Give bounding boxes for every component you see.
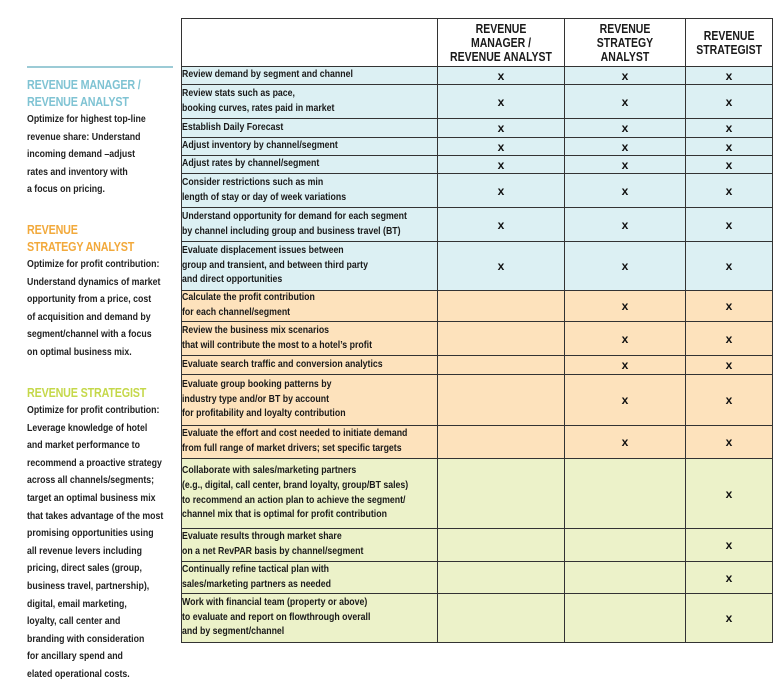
task-label: Evaluate search traffic and conversion analytics bbox=[182, 358, 383, 370]
table-row bbox=[182, 85, 773, 119]
role-description: Optimize for highest top-line revenue share: Understand incoming demand –adjust rates and inventory with a focus on pricing. bbox=[27, 114, 146, 196]
table-row bbox=[182, 242, 773, 291]
table-row bbox=[182, 459, 773, 529]
role-title-line: REVENUE STRATEGIST bbox=[27, 386, 147, 400]
responsibility-mark bbox=[438, 426, 565, 459]
responsibility-mark: x bbox=[565, 156, 686, 174]
responsibility-mark: x bbox=[686, 529, 773, 562]
task-cell bbox=[182, 208, 438, 242]
task-label: Collaborate with sales/marketing partners (e.g., digital, call center, brand loyalty, group/BT sales) to recommend an action plan to achieve the segment/ channel mix that is optimal for profit contribution bbox=[182, 465, 409, 521]
responsibility-mark: x bbox=[686, 174, 773, 208]
task-label: Work with financial team (property or above) to evaluate and report on flowthrough overall and by segment/channel bbox=[182, 597, 371, 638]
role-title-line: REVENUE bbox=[27, 223, 78, 237]
task-cell bbox=[182, 85, 438, 119]
responsibility-mark: x bbox=[686, 67, 773, 85]
role-title bbox=[27, 222, 153, 256]
responsibility-mark: x bbox=[686, 119, 773, 138]
responsibility-mark bbox=[438, 356, 565, 375]
responsibility-mark: x bbox=[565, 375, 686, 426]
task-label: Understand opportunity for demand for each segment by channel including group and business travel (BT) bbox=[182, 210, 407, 237]
task-label: Evaluate results through market share on a net RevPAR basis by channel/segment bbox=[182, 531, 364, 557]
responsibility-mark bbox=[438, 529, 565, 562]
responsibility-mark bbox=[565, 594, 686, 643]
header-label: REVENUE STRATEGIST bbox=[696, 28, 762, 57]
header-label: REVENUE MANAGER / REVENUE ANALYST bbox=[450, 21, 552, 64]
header-revenue-strategist bbox=[686, 19, 773, 67]
role-description: Optimize for profit contribution: Leverage knowledge of hotel and market performance to recommend a proactive strategy across all channels/segments; target an optimal business mix that takes advantage of the most promising opportunities using all revenue levers including pricing, direct sales (group, business travel, partnership), digital, email marketing, loyalty, call center and branding with consideration for ancillary spend and elated operational costs. bbox=[27, 405, 164, 680]
table-row bbox=[182, 322, 773, 356]
responsibility-mark: x bbox=[686, 459, 773, 529]
responsibility-mark: x bbox=[686, 562, 773, 594]
responsibility-mark: x bbox=[565, 67, 686, 85]
responsibility-mark bbox=[438, 562, 565, 594]
role-title bbox=[27, 385, 153, 402]
responsibility-mark: x bbox=[686, 85, 773, 119]
task-cell bbox=[182, 291, 438, 322]
task-label: Adjust rates by channel/segment bbox=[182, 158, 320, 170]
responsibility-mark: x bbox=[438, 174, 565, 208]
responsibility-mark: x bbox=[565, 119, 686, 138]
table-row bbox=[182, 594, 773, 643]
task-cell bbox=[182, 174, 438, 208]
task-label: Evaluate the effort and cost needed to initiate demand from full range of market drivers; set specific targets bbox=[182, 428, 408, 454]
task-cell bbox=[182, 67, 438, 85]
task-cell bbox=[182, 119, 438, 138]
table-row bbox=[182, 138, 773, 156]
table-row bbox=[182, 156, 773, 174]
responsibility-mark: x bbox=[565, 242, 686, 291]
responsibility-mark: x bbox=[686, 156, 773, 174]
responsibility-mark: x bbox=[438, 208, 565, 242]
task-label: Establish Daily Forecast bbox=[182, 121, 284, 133]
task-cell bbox=[182, 375, 438, 426]
task-label: Continually refine tactical plan with sales/marketing partners as needed bbox=[182, 563, 332, 590]
task-cell bbox=[182, 529, 438, 562]
role-description: Optimize for profit contribution: Understand dynamics of market opportunity from a price, cost of acquisition and demand by segment/channel with a focus on optimal business mix. bbox=[27, 259, 161, 358]
header-label: REVENUE STRATEGY ANALYST bbox=[596, 21, 654, 64]
table-row bbox=[182, 375, 773, 426]
responsibility-mark: x bbox=[686, 356, 773, 375]
task-label: Consider restrictions such as min length of stay or day of week variations bbox=[182, 176, 347, 203]
responsibility-mark: x bbox=[686, 426, 773, 459]
task-cell bbox=[182, 138, 438, 156]
task-label: Evaluate displacement issues between group and transient, and between third party and direct opportunities bbox=[182, 245, 368, 286]
responsibility-mark: x bbox=[438, 156, 565, 174]
table-row bbox=[182, 208, 773, 242]
responsibility-mark: x bbox=[565, 426, 686, 459]
responsibility-mark: x bbox=[438, 242, 565, 291]
responsibility-mark: x bbox=[565, 291, 686, 322]
task-cell bbox=[182, 426, 438, 459]
responsibility-mark bbox=[438, 375, 565, 426]
header-revenue-strategy-analyst bbox=[565, 19, 686, 67]
responsibility-mark: x bbox=[565, 322, 686, 356]
responsibility-mark bbox=[438, 459, 565, 529]
responsibility-mark: x bbox=[686, 291, 773, 322]
task-cell bbox=[182, 242, 438, 291]
table-row bbox=[182, 562, 773, 594]
responsibility-mark bbox=[565, 529, 686, 562]
responsibility-mark bbox=[438, 594, 565, 643]
responsibility-mark: x bbox=[686, 375, 773, 426]
responsibility-mark: x bbox=[438, 138, 565, 156]
responsibility-mark: x bbox=[686, 322, 773, 356]
responsibility-mark: x bbox=[438, 119, 565, 138]
task-cell bbox=[182, 594, 438, 643]
responsibility-mark bbox=[565, 562, 686, 594]
responsibility-mark: x bbox=[565, 356, 686, 375]
table-row bbox=[182, 174, 773, 208]
table-row bbox=[182, 119, 773, 138]
role-revenue-manager bbox=[27, 77, 173, 199]
table-row bbox=[182, 356, 773, 375]
task-cell bbox=[182, 562, 438, 594]
role-title-line: REVENUE MANAGER / bbox=[27, 78, 141, 92]
header-revenue-manager bbox=[438, 19, 565, 67]
task-label: Calculate the profit contribution for each channel/segment bbox=[182, 292, 315, 318]
table-row bbox=[182, 529, 773, 562]
role-revenue-strategy-analyst bbox=[27, 222, 173, 362]
table-row bbox=[182, 67, 773, 85]
role-title-line: STRATEGY ANALYST bbox=[27, 240, 135, 254]
task-label: Review stats such as pace, booking curves, rates paid in market bbox=[182, 87, 335, 114]
header-row bbox=[182, 19, 773, 67]
task-label: Review the business mix scenarios that will contribute the most to a hotel’s profit bbox=[182, 324, 372, 351]
role-revenue-strategist bbox=[27, 385, 173, 684]
responsibility-matrix bbox=[181, 18, 773, 643]
responsibility-mark: x bbox=[565, 174, 686, 208]
table-row bbox=[182, 426, 773, 459]
responsibility-mark: x bbox=[686, 594, 773, 643]
header-task bbox=[182, 19, 438, 67]
responsibility-mark: x bbox=[565, 138, 686, 156]
matrix-body bbox=[182, 67, 773, 643]
responsibility-mark: x bbox=[565, 208, 686, 242]
role-title bbox=[27, 77, 153, 111]
task-label: Adjust inventory by channel/segment bbox=[182, 140, 338, 152]
table-row bbox=[182, 291, 773, 322]
role-title-line: REVENUE ANALYST bbox=[27, 95, 129, 109]
responsibility-mark: x bbox=[686, 208, 773, 242]
responsibility-mark bbox=[438, 291, 565, 322]
responsibility-mark: x bbox=[438, 67, 565, 85]
responsibility-mark: x bbox=[438, 85, 565, 119]
responsibility-mark: x bbox=[686, 138, 773, 156]
task-cell bbox=[182, 322, 438, 356]
role-divider bbox=[27, 66, 173, 68]
task-cell bbox=[182, 459, 438, 529]
responsibility-mark: x bbox=[565, 85, 686, 119]
responsibility-mark bbox=[438, 322, 565, 356]
task-label: Evaluate group booking patterns by industry type and/or BT by account for profitability and loyalty contribution bbox=[182, 379, 346, 420]
task-label: Review demand by segment and channel bbox=[182, 69, 353, 81]
responsibility-mark bbox=[565, 459, 686, 529]
task-cell bbox=[182, 156, 438, 174]
responsibility-mark: x bbox=[686, 242, 773, 291]
task-cell bbox=[182, 356, 438, 375]
